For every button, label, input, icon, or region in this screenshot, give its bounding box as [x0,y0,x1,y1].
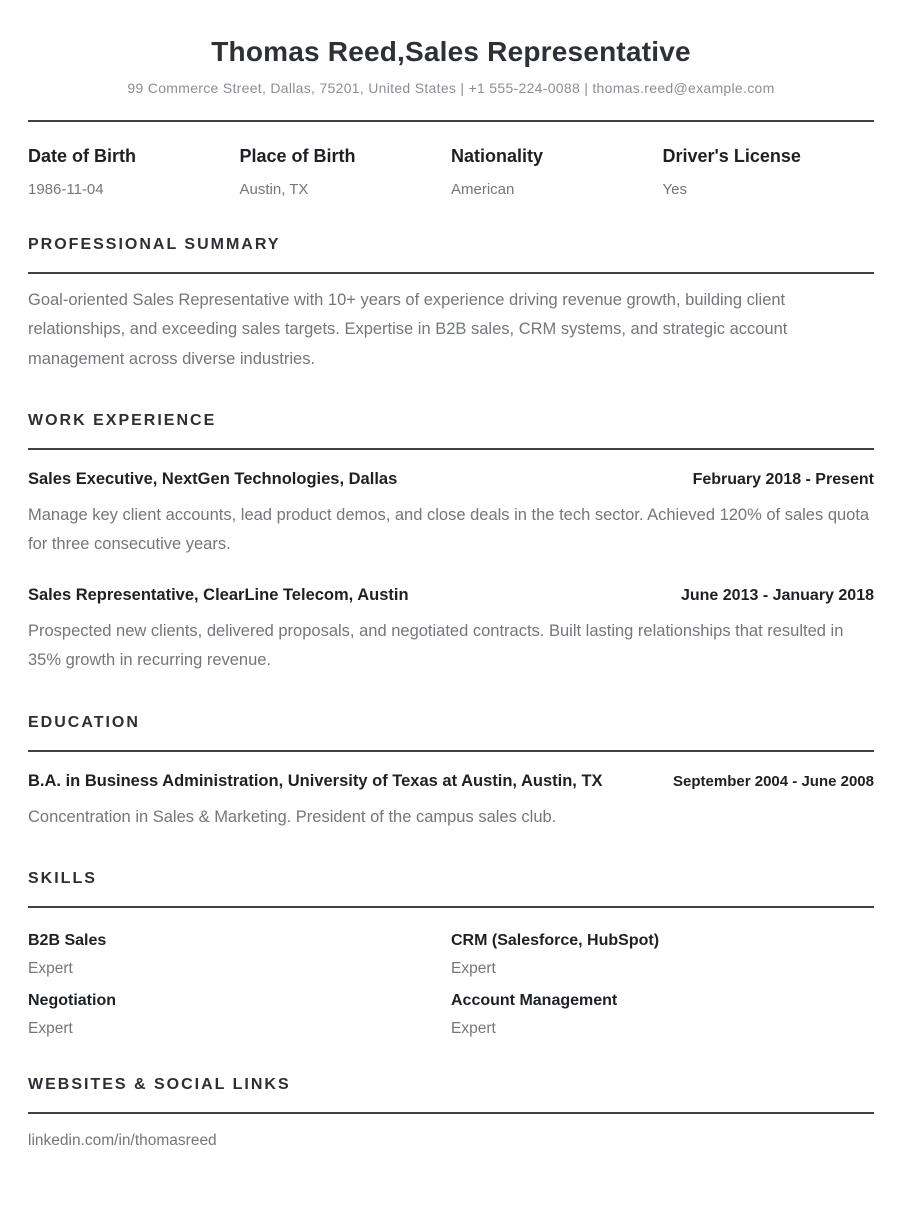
skill-name: Account Management [451,991,618,1009]
section-education [28,714,874,832]
skill-item [451,992,874,1038]
section-heading: WEBSITES & SOCIAL LINKS [28,1075,291,1093]
education-header [28,772,874,791]
skill-item [28,992,451,1038]
job-dates: February 2018 - Present [692,471,874,489]
personal-label: Place of Birth [239,146,356,166]
personal-item-place-of-birth [240,146,452,198]
personal-value: Austin, TX [239,181,309,198]
skill-name: B2B Sales [28,931,107,949]
education-dates: September 2004 - June 2008 [673,772,874,790]
skill-level: Expert [451,1019,496,1037]
personal-label: Date of Birth [28,146,136,166]
education-entry [28,772,874,832]
personal-label: Nationality [451,146,544,166]
page-title: Thomas Reed,Sales Representative [211,36,691,67]
section-work-experience [28,412,874,675]
section-heading: WORK EXPERIENCE [28,412,217,430]
personal-value: Yes [662,181,687,198]
personal-label: Driver's License [662,146,801,166]
personal-item-date-of-birth [28,146,240,198]
job-entry [28,586,874,676]
job-entry [28,470,874,560]
skill-name: Negotiation [28,991,116,1009]
skills-grid [28,918,874,1038]
job-description: Manage key client accounts, lead product demos, and close deals in the tech sector. Achieved 120% of sales quota for three consecutive years. [28,506,870,554]
job-description: Prospected new clients, delivered proposals, and negotiated contracts. Built lasting relationships that resulted in 35% growth in recurring revenue. [28,621,844,670]
skill-level: Expert [28,959,73,977]
header-divider [28,120,874,122]
section-divider [28,1112,874,1114]
section-professional-summary [28,236,874,374]
personal-value: American [451,181,515,198]
education-degree: B.A. in Business Administration, University of Texas at Austin, Austin, TX [28,771,603,790]
section-heading: SKILLS [28,869,97,887]
section-divider [28,448,874,450]
section-websites-social-links [28,1076,874,1150]
personal-item-nationality [451,146,663,198]
job-title: Sales Representative, ClearLine Telecom, Austin [28,585,409,604]
personal-value: 1986-11-04 [28,181,104,198]
skill-level: Expert [28,1019,73,1037]
section-divider [28,906,874,908]
summary-text: Goal-oriented Sales Representative with 10+ years of experience driving revenue growth, building client relationships, and exceeding sales targets. Expertise in B2B sales, CRM systems, and strategic account management across diverse industries. [28,291,788,368]
job-header [28,470,874,489]
skill-item [451,932,874,978]
section-divider [28,750,874,752]
skill-level: Expert [451,959,496,977]
job-title: Sales Executive, NextGen Technologies, Dallas [28,470,398,489]
contact-info: 99 Commerce Street, Dallas, 75201, United States | +1 555-224-0088 | thomas.reed@example.com [127,80,775,96]
education-description: Concentration in Sales & Marketing. President of the campus sales club. [28,807,557,826]
section-heading: EDUCATION [28,713,140,731]
section-heading: PROFESSIONAL SUMMARY [28,236,281,253]
section-divider [28,272,874,274]
section-skills [28,870,874,1038]
job-dates: June 2013 - January 2018 [680,586,874,604]
skill-item [28,932,451,978]
personal-item-drivers-license [663,146,875,198]
skill-name: CRM (Salesforce, HubSpot) [451,931,660,949]
job-header [28,586,874,605]
social-link: linkedin.com/in/thomasreed [28,1131,217,1149]
personal-details-row [28,146,874,198]
